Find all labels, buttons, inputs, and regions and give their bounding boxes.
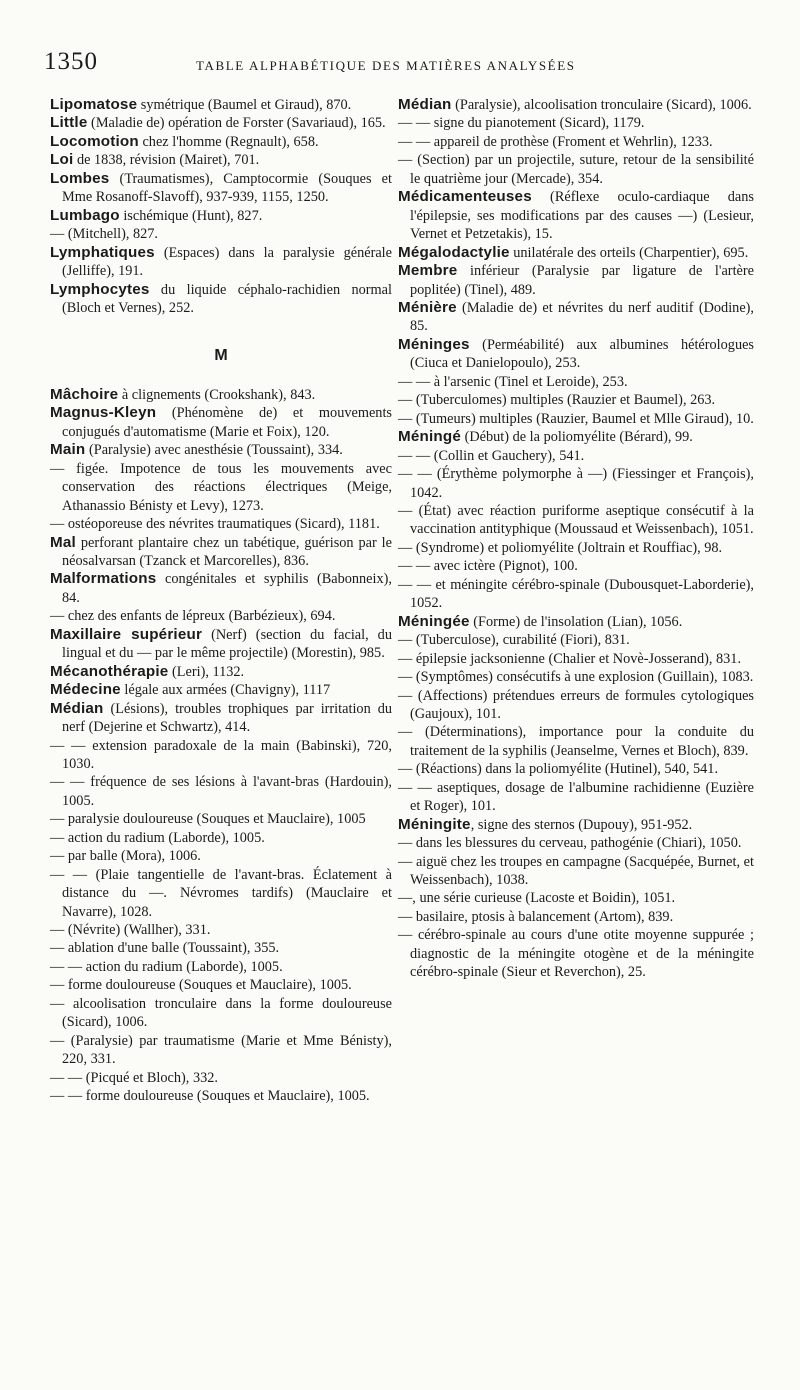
index-entry [50, 515, 392, 533]
entry-text: (Traumatismes), Camptocormie (Souques et Mme Rosanoff-Slavoff), 937-939, 1155, 1250. [62, 170, 392, 206]
entry-text: — — appareil de prothèse (Froment et Wehrlin), 1233. [398, 133, 713, 150]
entry-text: — — (Plaie tangentielle de l'avant-bras. Éclatement à distance du —. Névromes tardifs) (Mauclaire et Navarre), 1028. [50, 866, 392, 920]
index-entry [50, 225, 392, 243]
index-entry [50, 170, 392, 207]
index-entry [398, 133, 754, 151]
entry-headword: Locomotion [50, 132, 139, 150]
entry-headword: Lipomatose [50, 96, 138, 113]
entry-text: — par balle (Mora), 1006. [50, 848, 201, 865]
index-entry [398, 465, 754, 502]
entry-headword: Lymphocytes [50, 280, 150, 298]
entry-headword: Méningée [398, 612, 470, 630]
entry-headword: Main [50, 441, 86, 459]
entry-headword: Lumbago [50, 206, 120, 224]
entry-text: congénitales et syphilis (Babonneix), 84. [62, 571, 392, 606]
entry-text: (Paralysie), alcoolisation tronculaire (Sicard), 1006. [451, 97, 752, 113]
entry-headword: Little [50, 114, 88, 132]
index-entry [50, 386, 392, 404]
index-entry [398, 428, 754, 446]
index-entry [50, 281, 392, 318]
index-entry [50, 976, 392, 994]
entry-text: — — fréquence de ses lésions à l'avant-bras (Hardouin), 1005. [50, 774, 392, 809]
index-entry [50, 626, 392, 663]
entry-text: — paralysie douloureuse (Souques et Mauclaire), 1005 [50, 811, 366, 828]
entry-text: — (Section) par un projectile, suture, retour de la sensibilité le quatrième jour (Mercade), 354. [398, 152, 754, 187]
entry-text: — (Paralysie) par traumatisme (Marie et Mme Bénisty), 220, 331. [50, 1032, 392, 1068]
entry-headword: Méninges [398, 335, 470, 353]
entry-text: — épilepsie jacksonienne (Chalier et Novè-Josserand), 831. [398, 650, 742, 667]
entry-text: (Phénomène de) et mouvements conjugués d'automatisme (Marie et Foix), 120. [62, 405, 392, 440]
index-entry [398, 244, 754, 262]
entries-before-section [50, 96, 392, 317]
entry-headword: Mal [50, 533, 76, 551]
section-letter: M [214, 347, 228, 365]
entry-headword: Magnus-Kleyn [50, 404, 157, 422]
entry-text: (Nerf) (section du facial, du lingual et du — par le même projectile) (Morestin), 985. [62, 626, 392, 662]
entry-text: — — (Érythème polymorphe à —) (Fiessinger et François), 1042. [398, 466, 754, 501]
entry-text: —, une série curieuse (Lacoste et Boidin), 1051. [398, 890, 676, 907]
entry-text: (Lésions), troubles trophiques par irritation du nerf (Dejerine et Schwartz), 414. [62, 700, 392, 736]
index-entry [50, 829, 392, 847]
entry-text: (Forme) de l'insolation (Lian), 1056. [469, 613, 683, 630]
entry-headword: Lymphatiques [50, 243, 155, 261]
entry-text: perforant plantaire chez un tabétique, guérison par le néosalvarsan (Tzanck et Marcorelles), 836. [62, 534, 392, 569]
right-column [398, 96, 754, 982]
index-entry [398, 723, 754, 760]
index-entry [398, 410, 754, 428]
index-entry [50, 570, 392, 607]
running-title: TABLE ALPHABÉTIQUE DES MATIÈRES ANALYSÉES [196, 58, 576, 73]
entry-text: — alcoolisation tronculaire dans la forme douloureuse (Sicard), 1006. [50, 995, 392, 1031]
entry-text: (Espaces) dans la paralysie générale (Jelliffe), 191. [62, 244, 392, 280]
index-entry [398, 576, 754, 613]
entry-headword: Lombes [50, 169, 110, 187]
index-entry [50, 681, 392, 699]
entry-headword: Méningé [398, 428, 461, 446]
entry-headword: Membre [398, 262, 458, 280]
index-entry [398, 779, 754, 816]
index-entry [50, 96, 392, 114]
entry-headword: Maxillaire supérieur [50, 625, 203, 643]
entry-text: — — action du radium (Laborde), 1005. [50, 958, 283, 975]
index-entry [398, 650, 754, 668]
entry-headword: Mécanothérapie [50, 662, 169, 680]
index-entry [398, 502, 754, 539]
index-entry [50, 939, 392, 957]
entry-text: — (Symptômes) consécutifs à une explosion (Guillain), 1083. [398, 669, 754, 686]
entry-text: , signe des sternos (Dupouy), 951-952. [470, 816, 693, 833]
index-entry [398, 96, 754, 114]
entry-text: — ostéoporeuse des névrites traumatiques (Sicard), 1181. [50, 516, 380, 533]
index-entry [50, 1087, 392, 1105]
index-entry [398, 853, 754, 890]
entries-after-section [50, 386, 392, 1106]
entry-text: — (Mitchell), 827. [50, 226, 159, 243]
index-entry [50, 441, 392, 459]
entry-headword: Médecine [50, 681, 121, 699]
entry-text: (Paralysie) avec anesthésie (Toussaint), 334. [85, 442, 343, 459]
index-entry [50, 460, 392, 515]
entry-text: de 1838, révision (Mairet), 701. [73, 152, 260, 169]
entry-headword: Médian [50, 699, 104, 717]
entry-text: — (Affections) prétendues erreurs de formules cytologiques (Gaujoux), 101. [398, 687, 754, 722]
index-entry [398, 373, 754, 391]
index-entry [398, 114, 754, 132]
index-entry [398, 447, 754, 465]
entry-text: — (Tumeurs) multiples (Rauzier, Baumel et Mlle Giraud), 10. [398, 410, 754, 427]
entry-headword: Méningite [398, 815, 471, 833]
entry-headword: Médicamenteuses [398, 188, 532, 206]
index-entry [50, 995, 392, 1032]
entry-text: — (État) avec réaction puriforme aseptique consécutif à la vaccination antityphique (Moussaud et Weissenbach), 1051. [398, 502, 754, 538]
entry-text: — basilaire, ptosis à balancement (Artom), 839. [398, 908, 674, 925]
index-entry [50, 773, 392, 810]
index-entry [50, 133, 392, 151]
entry-text: — (Tuberculomes) multiples (Rauzier et Baumel), 263. [398, 392, 716, 409]
index-entry [398, 336, 754, 373]
index-entry [398, 687, 754, 724]
index-entry [398, 613, 754, 631]
entry-text: chez l'homme (Regnault), 658. [138, 133, 319, 150]
index-entry [398, 889, 754, 907]
entry-headword: Mégalodactylie [398, 243, 510, 261]
index-entry [50, 700, 392, 737]
index-entry [50, 244, 392, 281]
index-entry [50, 866, 392, 921]
index-entry [398, 668, 754, 686]
index-entry [50, 1032, 392, 1069]
entries-right [398, 96, 754, 982]
entry-text: (Réflexe oculo-cardiaque dans l'épilepsie, ses modifications par des causes —) (Lesieur, Vernet et Petzetakis), 15. [410, 189, 754, 243]
entry-text: à clignements (Crookshank), 843. [118, 386, 316, 403]
entry-text: — aiguë chez les troupes en campagne (Sacquépée, Burnet, et Weissenbach), 1038. [398, 853, 754, 889]
entry-headword: Loi [50, 151, 74, 169]
entry-text: inférieur (Paralysie par ligature de l'artère poplitée) (Tinel), 489. [410, 263, 754, 298]
index-entry [50, 534, 392, 571]
entry-text: — dans les blessures du cerveau, pathogénie (Chiari), 1050. [398, 835, 742, 852]
entry-text: — (Syndrome) et poliomyélite (Joltrain et Rouffiac), 98. [398, 539, 723, 556]
index-entry [50, 921, 392, 939]
entry-text: (Début) de la poliomyélite (Bérard), 99. [461, 429, 693, 446]
left-column [50, 96, 392, 1106]
index-entry [50, 1069, 392, 1087]
index-entry [398, 262, 754, 299]
index-entry [50, 607, 392, 625]
index-entry [398, 188, 754, 243]
entry-text: du liquide céphalo-rachidien normal (Bloch et Vernes), 252. [62, 281, 392, 316]
index-entry [398, 539, 754, 557]
entry-text: — ablation d'une balle (Toussaint), 355. [50, 940, 280, 957]
entry-text: — (Déterminations), importance pour la conduite du traitement de la syphilis (Jeanselme, Vernes et Bloch), 839. [398, 724, 754, 759]
entry-text: (Maladie de) opération de Forster (Savariaud), 165. [87, 115, 386, 132]
entry-text: — (Tuberculose), curabilité (Fiori), 831. [398, 632, 630, 649]
index-entry [50, 810, 392, 828]
entry-text: ischémique (Hunt), 827. [119, 207, 263, 224]
index-entry [398, 760, 754, 778]
entry-headword: Mâchoire [50, 385, 119, 403]
entry-text: — chez des enfants de lépreux (Barbézieux), 694. [50, 608, 336, 625]
entry-headword: Médian [398, 96, 452, 113]
index-entry [398, 557, 754, 575]
entry-text: (Perméabilité) aux albumines hétérologues (Ciuca et Danielopoulo), 253. [410, 336, 754, 372]
index-entry [398, 299, 754, 336]
page-header [44, 48, 760, 78]
entry-text: — forme douloureuse (Souques et Mauclaire), 1005. [50, 977, 352, 994]
entry-headword: Ménière [398, 298, 457, 316]
entry-text: (Leri), 1132. [168, 663, 245, 680]
entry-headword: Malformations [50, 570, 157, 588]
entry-text: — (Réactions) dans la poliomyélite (Hutinel), 540, 541. [398, 761, 719, 778]
index-entry [398, 926, 754, 981]
entry-text: — — aseptiques, dosage de l'albumine rachidienne (Euzière et Roger), 101. [398, 779, 754, 815]
index-entry [398, 834, 754, 852]
entry-text: — action du radium (Laborde), 1005. [50, 829, 265, 846]
entry-text: — — (Collin et Gauchery), 541. [398, 447, 585, 464]
index-entry [50, 114, 392, 132]
index-entry [50, 207, 392, 225]
index-entry [398, 908, 754, 926]
index-entry [398, 816, 754, 834]
entry-text: — cérébro-spinale au cours d'une otite moyenne suppurée ; diagnostic de la méningite otogène et de la méningite cérébro-spinale (Sieur et Reverchon), 25. [398, 927, 754, 981]
entry-text: légale aux armées (Chavigny), 1117 [120, 682, 331, 699]
index-entry [50, 958, 392, 976]
page-number: 1350 [44, 48, 98, 75]
index-entry [50, 737, 392, 774]
index-entry [398, 631, 754, 649]
entry-text: — — signe du pianotement (Sicard), 1179. [398, 115, 645, 132]
entry-text: — — à l'arsenic (Tinel et Leroide), 253. [398, 373, 628, 390]
entry-text: — (Névrite) (Wallher), 331. [50, 922, 211, 939]
entry-text: symétrique (Baumel et Giraud), 870. [137, 97, 352, 113]
index-entry [50, 404, 392, 441]
entry-text: — — extension paradoxale de la main (Babinski), 720, 1030. [50, 737, 392, 772]
entry-text: — — forme douloureuse (Souques et Mauclaire), 1005. [50, 1088, 370, 1105]
entry-text: — — et méningite cérébro-spinale (Dubousquet-Laborderie), 1052. [398, 576, 754, 612]
index-entry [50, 847, 392, 865]
entry-text: (Maladie de) et névrites du nerf auditif (Dodine), 85. [410, 299, 754, 335]
entry-text: unilatérale des orteils (Charpentier), 695. [509, 244, 749, 261]
index-entry [398, 391, 754, 409]
entry-text: — figée. Impotence de tous les mouvements avec conservation des réactions électriques (Meige, Athanassio Bénisty et Levy), 1273. [50, 460, 392, 514]
index-entry [50, 663, 392, 681]
index-entry [398, 151, 754, 188]
index-entry [50, 151, 392, 169]
entry-text: — — (Picqué et Bloch), 332. [50, 1069, 218, 1086]
entry-text: — — avec ictère (Pignot), 100. [398, 558, 578, 575]
